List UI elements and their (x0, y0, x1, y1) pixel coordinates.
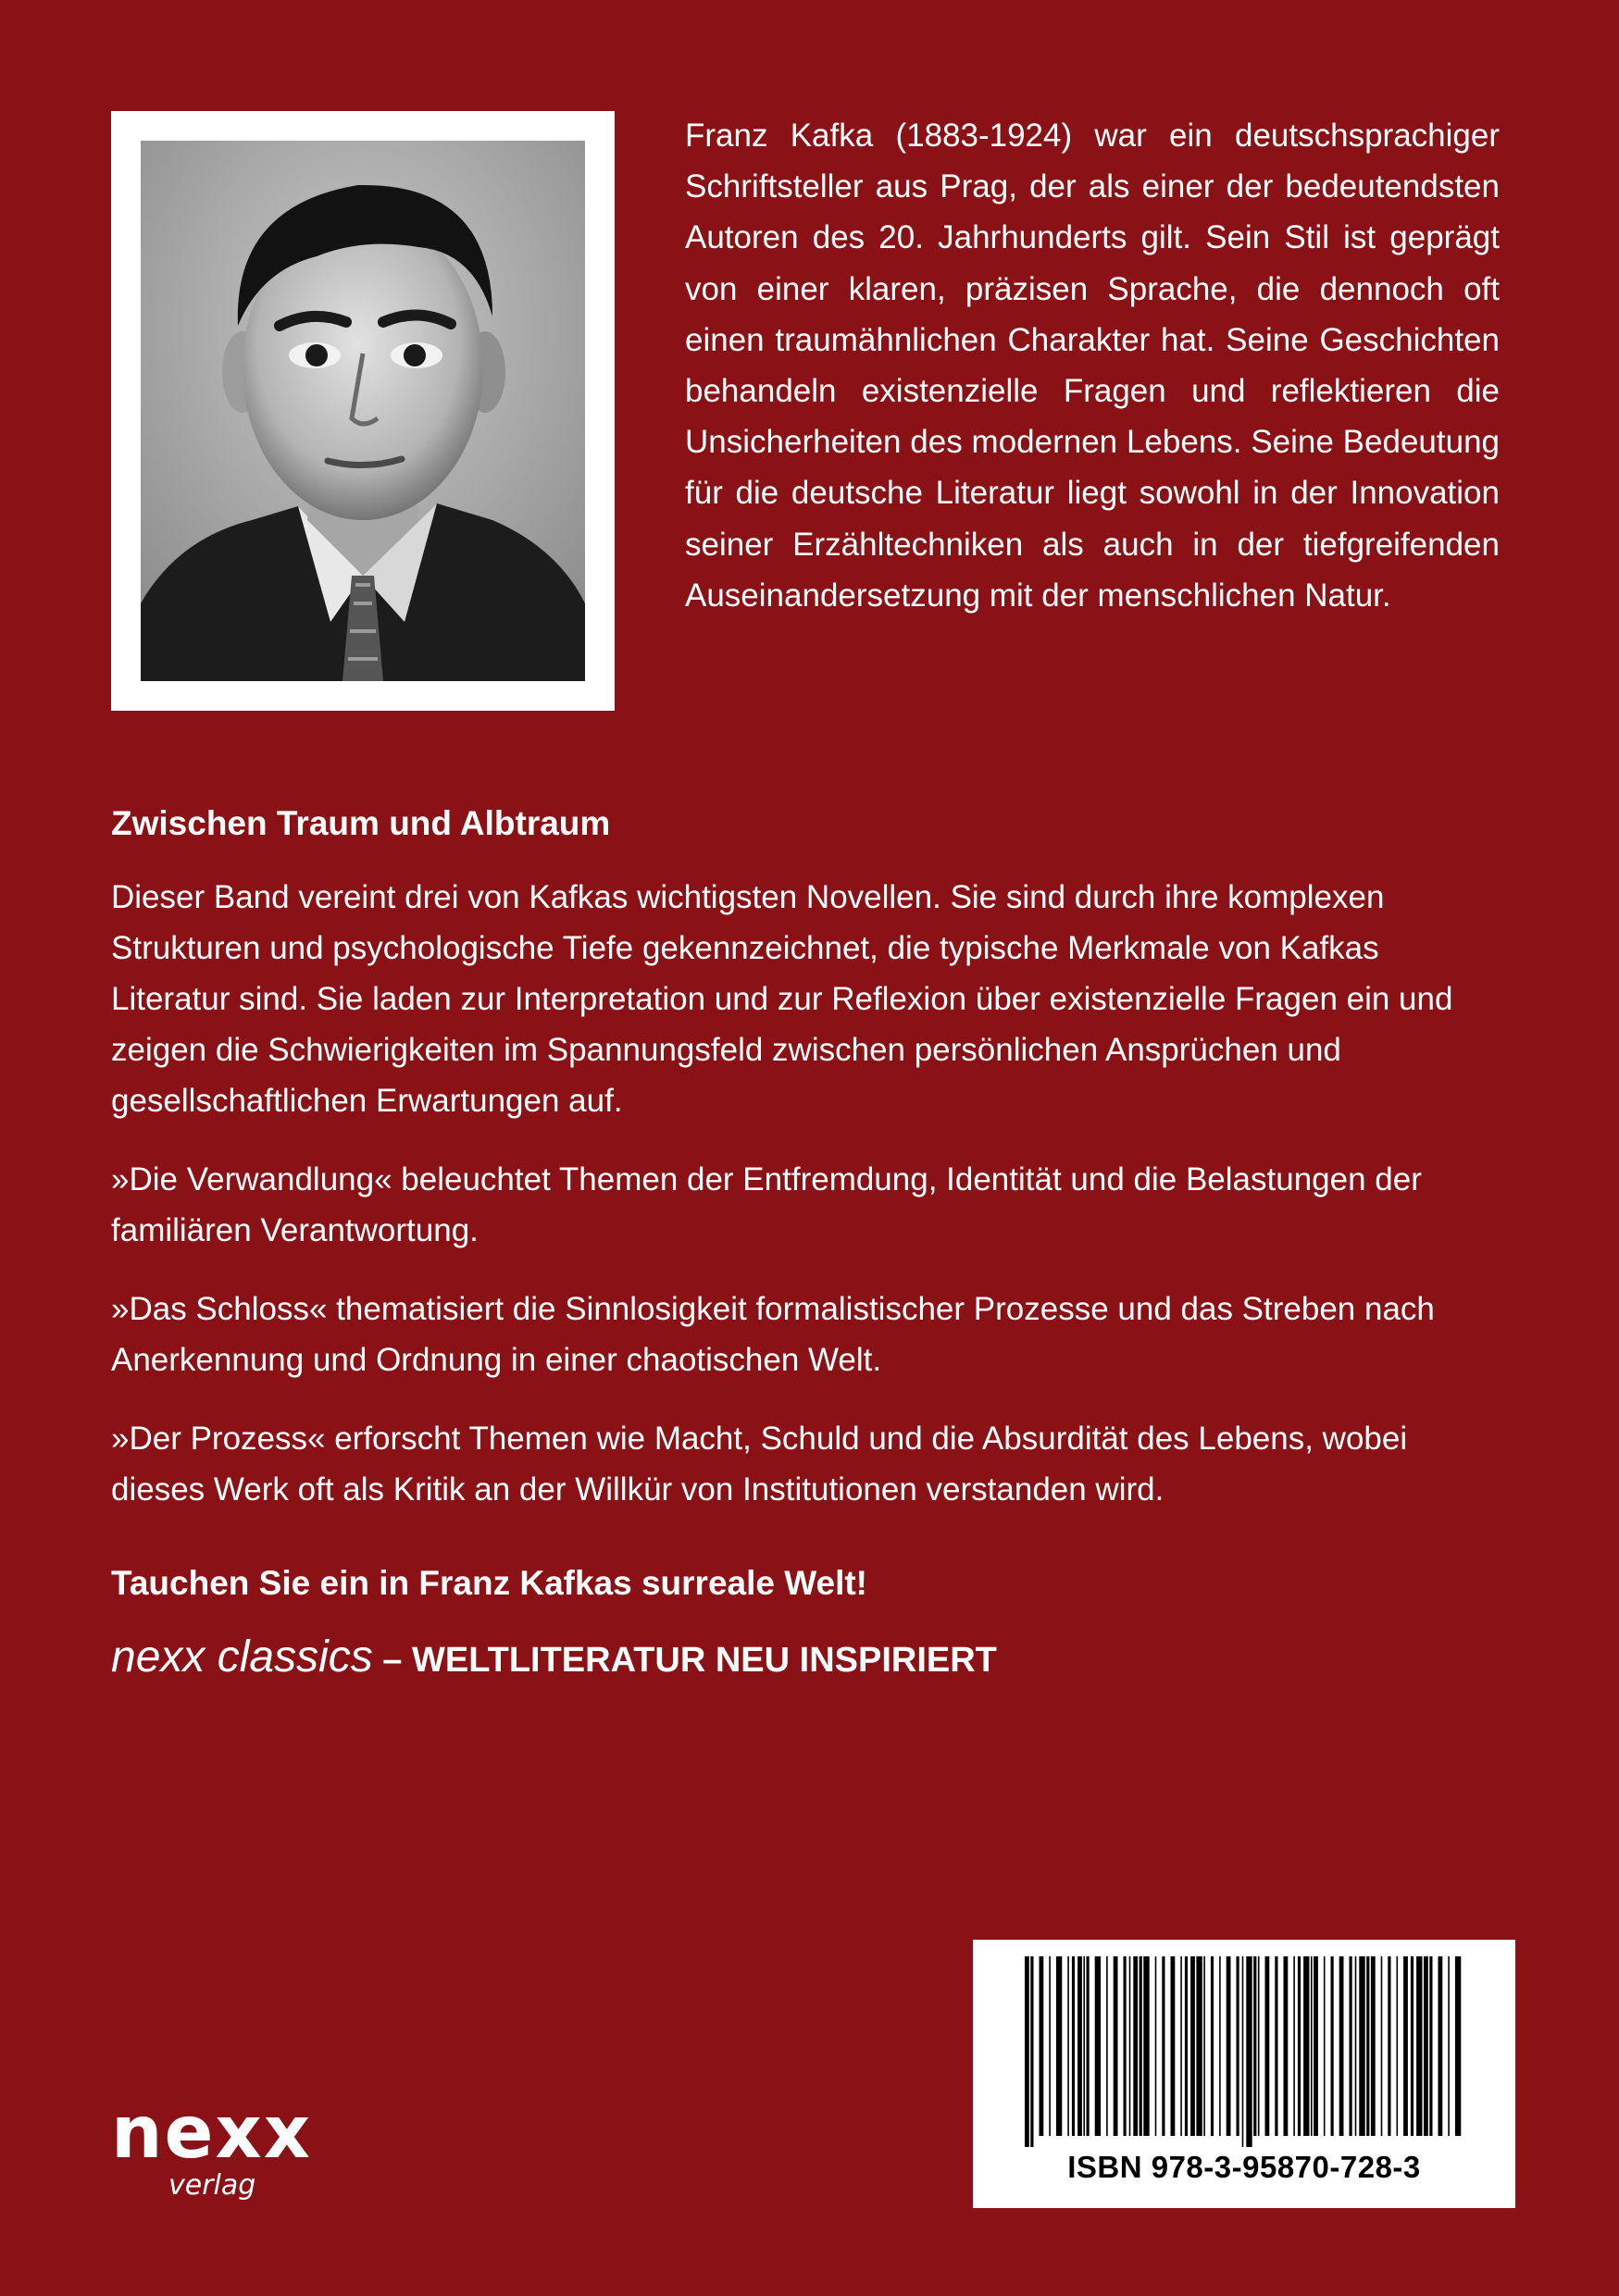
barcode-bar (1265, 1956, 1270, 2136)
barcode-bar (1371, 1956, 1376, 2136)
series-slogan: – WELTLITERATUR NEU INSPIRIERT (372, 1641, 997, 1680)
barcode-bar (1359, 1956, 1364, 2136)
barcode-bar (1140, 1956, 1142, 2136)
barcode-bar (1025, 1956, 1029, 2147)
barcode-bar (1185, 1956, 1188, 2136)
barcode-bar (1227, 1956, 1231, 2136)
barcode-bar (1067, 1956, 1069, 2136)
publisher-logo-word: nexx (111, 2091, 313, 2175)
barcode-bar (1056, 1956, 1062, 2136)
barcode-bar (1258, 1956, 1260, 2136)
barcode-bar (1275, 1956, 1277, 2136)
barcode-bar (1339, 1956, 1344, 2136)
barcode-bar (1253, 1956, 1256, 2136)
barcode-bar (1324, 1956, 1326, 2136)
barcode-bar (1411, 1956, 1414, 2136)
barcode-bar (1438, 1956, 1443, 2136)
prozess-paragraph: »Der Prozess« erforscht Themen wie Macht, Schuld und die Absurdität des Lebens, wobei dieses Werk oft als Kritik an der Willkür von Institutionen verstanden wird. (111, 1421, 1408, 1508)
barcode-bar (1155, 1956, 1157, 2136)
barcode-bar (1388, 1956, 1390, 2136)
barcode-bar (1448, 1956, 1450, 2136)
barcode-bar (1284, 1956, 1289, 2136)
barcode-bar (1077, 1956, 1082, 2136)
barcode-icon (1025, 1956, 1463, 2147)
publisher-logo-sub: verlag (168, 2169, 256, 2202)
isbn-barcode (973, 1940, 1515, 2208)
barcode-bar (1314, 1956, 1318, 2136)
barcode-bar (1049, 1956, 1051, 2136)
barcode-bar (1429, 1956, 1432, 2136)
barcode-bar (1403, 1956, 1408, 2136)
barcode-bar (1416, 1956, 1422, 2136)
barcode-bar (1366, 1956, 1369, 2136)
author-portrait-photo (141, 141, 585, 681)
barcode-bar (1303, 1956, 1309, 2136)
barcode-bar (1087, 1956, 1090, 2136)
barcode-bar (1246, 1956, 1252, 2147)
barcode-bar (1424, 1956, 1428, 2136)
barcode-bar (1237, 1956, 1239, 2136)
barcode-bar (1203, 1956, 1205, 2136)
description-section (111, 798, 1500, 1690)
barcode-bar (1143, 1956, 1149, 2136)
barcode-bar (1114, 1956, 1118, 2136)
barcode-bar (1072, 1956, 1075, 2136)
barcode-bar (1129, 1956, 1131, 2136)
barcode-bar (1095, 1956, 1101, 2136)
barcode-bar (1242, 1956, 1244, 2147)
barcode-bar (1355, 1956, 1357, 2136)
barcode-bar (1381, 1956, 1383, 2136)
barcode-bar (1180, 1956, 1182, 2136)
verwandlung-paragraph: »Die Verwandlung« beleuchtet Themen der Entfremdung, Identität und die Belastungen der familiären Verantwortung. (111, 1161, 1422, 1248)
barcode-bar (1298, 1956, 1301, 2136)
call-to-action: Tauchen Sie ein in Franz Kafkas surreale Welt! (111, 1564, 867, 1602)
barcode-bar (1190, 1956, 1195, 2136)
series-tagline (111, 1628, 1500, 1690)
publisher-logo (111, 2091, 333, 2230)
barcode-bar (1311, 1956, 1313, 2136)
barcode-bar (1219, 1956, 1221, 2136)
barcode-bar (1171, 1956, 1176, 2136)
barcode-bar (1397, 1956, 1399, 2136)
schloss-paragraph: »Das Schloss« thematisiert die Sinnlosigkeit formalistischer Prozesse und das Streben nach Anerkennung und Ordnung in einer chaotischen Welt. (111, 1291, 1435, 1378)
barcode-bar (1293, 1956, 1295, 2136)
barcode-bar (1196, 1956, 1202, 2136)
barcode-bar (1162, 1956, 1164, 2136)
isbn-number: ISBN 978-3-95870-728-3 (1067, 2150, 1421, 2184)
barcode-bar (1030, 1956, 1033, 2147)
barcode-bar (1211, 1956, 1214, 2136)
barcode-bar (1350, 1956, 1352, 2136)
section-heading: Zwischen Traum und Albtraum (111, 804, 611, 842)
barcode-bar (1106, 1956, 1108, 2136)
barcode-bar (1331, 1956, 1334, 2136)
barcode-bar (1133, 1956, 1138, 2136)
series-name: nexx classics (111, 1632, 373, 1682)
author-biography: Franz Kafka (1883-1924) war ein deutschsprachiger Schriftsteller aus Prag, der als einer der bedeutendsten Autoren des 20. Jahrhunderts gilt. Sein Stil ist geprägt von einer klaren, präzisen Sprache, die dennoch oft einen traumähnlichen Charakter hat. Seine Geschichten behandeln existenzielle Fragen und reflektieren die Unsicherheiten des modernen Lebens. Seine Bedeutung für die deutsche Literatur liegt sowohl in der Innovation seiner Erzähltechniken als auch in der tiefgreifenden Auseinandersetzung mit der menschlichen Natur. (685, 118, 1500, 614)
intro-paragraph: Dieser Band vereint drei von Kafkas wichtigsten Novellen. Sie sind durch ihre komplexen Strukturen und psychologische Tiefe gekennzeichnet, die typische Merkmale von Kafkas Literatur sind. Sie laden zur Interpretation und zur Reflexion über existenzielle Fragen ein und zeigen die Schwierigkeiten im Spannungsfeld zwischen persönlichen Ansprüchen und gesellschaftlichen Erwartungen auf. (111, 879, 1453, 1119)
barcode-bar (1455, 1956, 1461, 2136)
barcode-bar (1040, 1956, 1044, 2136)
barcode-bar (1083, 1956, 1085, 2136)
barcode-bar (1124, 1956, 1127, 2136)
author-photo-frame (111, 111, 615, 711)
portrait-icon (141, 141, 585, 681)
